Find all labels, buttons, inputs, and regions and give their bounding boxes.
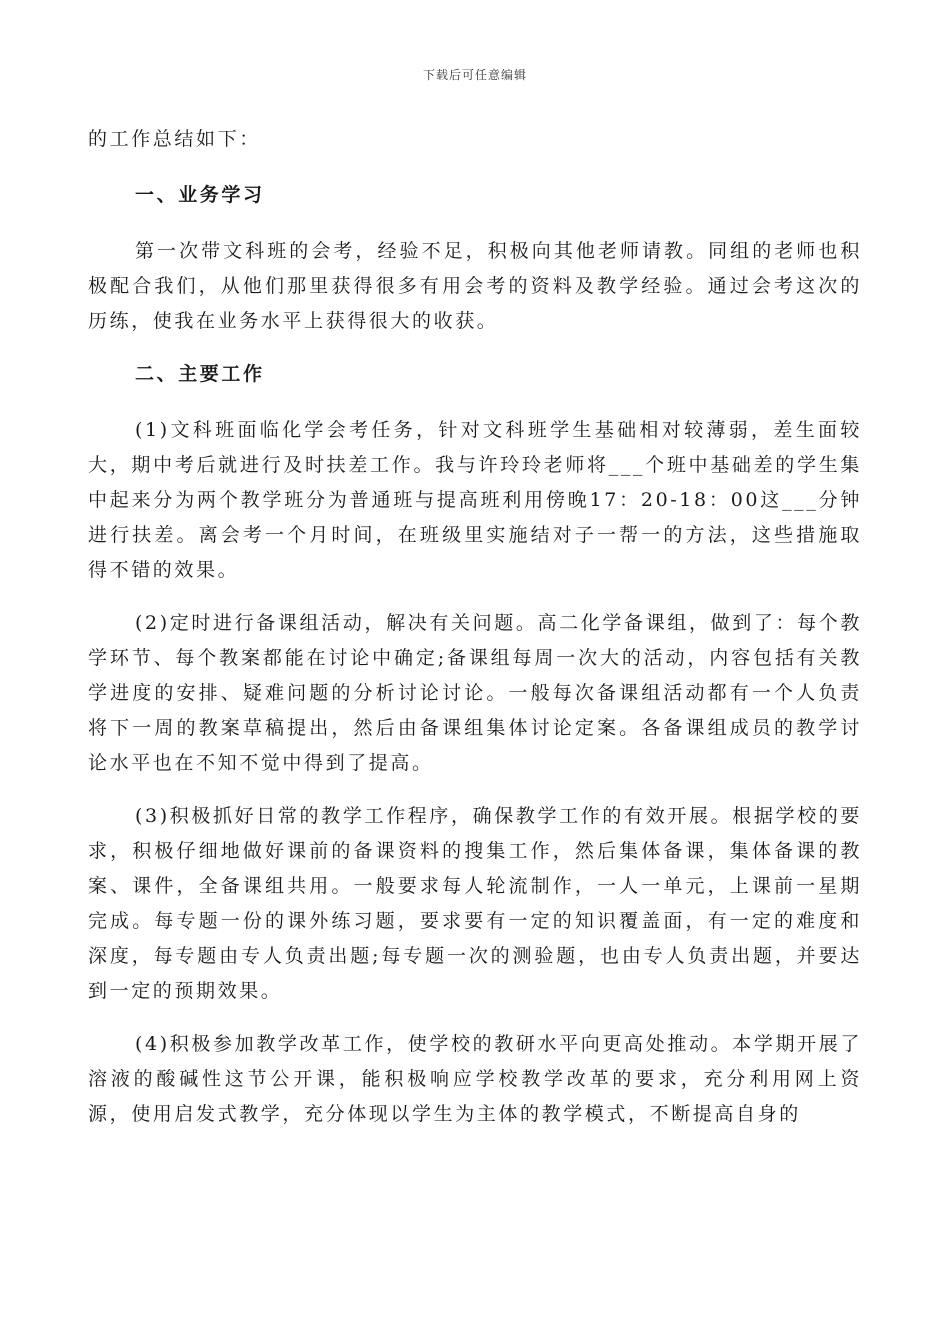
- list-item-4: (4)积极参加教学改革工作，使学校的教研水平向更高处推动。本学期开展了溶液的酸碱性这节公开课，能积极响应学校教学改革的要求，充分利用网上资源，使用启发式教学，充分体现以学生为主体的教学模式，不断提高自身的: [88, 1033, 862, 1125]
- intro-line: 的工作总结如下：: [88, 128, 261, 150]
- list-item-2: (2)定时进行备课组活动，解决有关问题。高二化学备课组，做到了：每个教学环节、每个教案都能在讨论中确定;备课组每周一次大的活动，内容包括有关教学进度的安排、疑难问题的分析讨论讨论。一般每次备课组活动都有一个人负责将下一周的教案草稿提出，然后由备课组集体讨论定案。各备课组成员的教学讨论水平也在不知不觉中得到了提高。: [88, 612, 862, 774]
- section-heading-1: 一、业务学习: [135, 184, 265, 206]
- document-body: [88, 122, 862, 1132]
- paragraph-1: 第一次带文科班的会考，经验不足，积极向其他老师请教。同组的老师也积极配合我们，从他们那里获得很多有用会考的资料及教学经验。通过会考这次的历练，使我在业务水平上获得很大的收获。: [88, 240, 862, 332]
- list-item-1: (1)文科班面临化学会考任务，针对文科班学生基础相对较薄弱，差生面较大，期中考后就进行及时扶差工作。我与许玲玲老师将___个班中基础差的学生集中起来分为两个教学班分为普通班与提高班利用傍晚17：20-18：00这___分钟进行扶差。离会考一个月时间，在班级里实施结对子一帮一的方法，这些措施取得不错的效果。: [88, 419, 862, 581]
- page-header: 下载后可任意编辑: [422, 68, 527, 82]
- section-heading-2: 二、主要工作: [135, 363, 265, 385]
- list-item-3: (3)积极抓好日常的教学工作程序，确保教学工作的有效开展。根据学校的要求，积极仔细地做好课前的备课资料的搜集工作，然后集体备课，集体备课的教案、课件，全备课组共用。一般要求每人轮流制作，一人一单元，上课前一星期完成。每专题一份的课外练习题，要求要有一定的知识覆盖面，有一定的难度和深度，每专题由专人负责出题;每专题一次的测验题，也由专人负责出题，并要达到一定的预期效果。: [88, 805, 862, 1002]
